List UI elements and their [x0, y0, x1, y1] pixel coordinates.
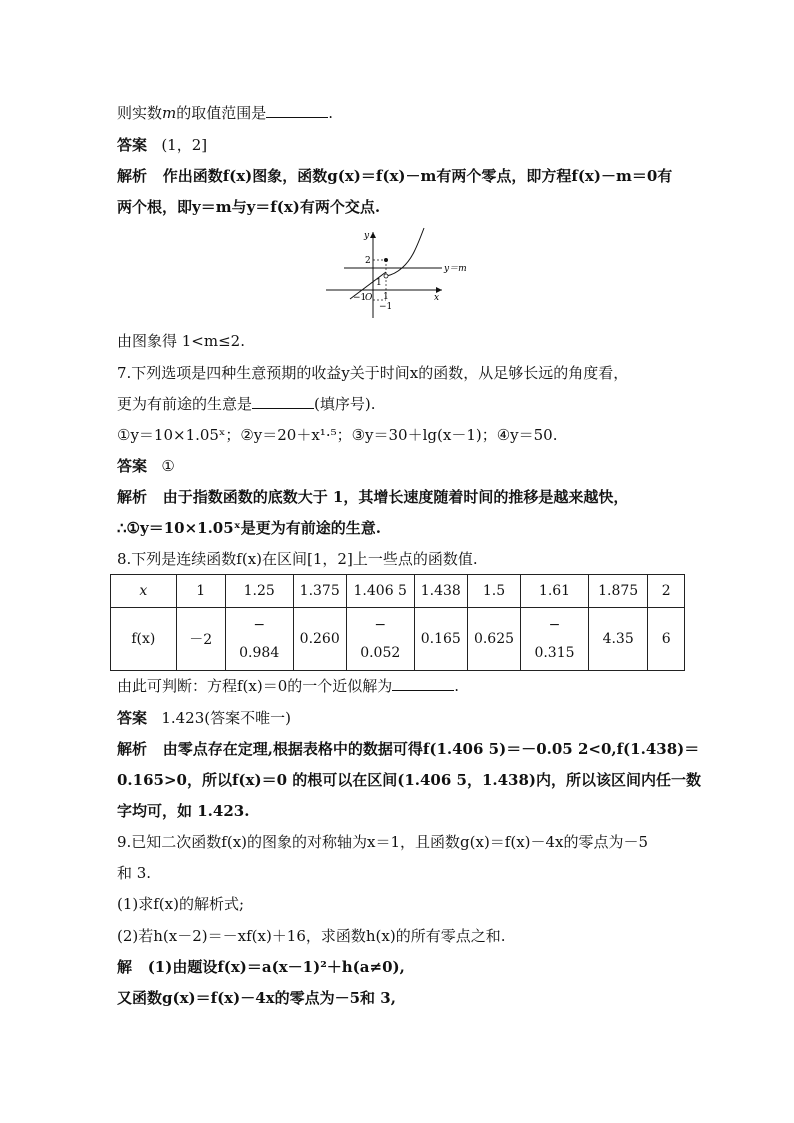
label-neg1-x: −1 [353, 293, 367, 303]
q8-analysis-line3: 字均可，如 1.423. [117, 802, 250, 820]
q7-options: ①y＝10×1.05ˣ；②y＝20＋x¹·⁵；③y＝30＋lg(x－1)；④y＝50. [117, 426, 558, 444]
q8-analysis-line1: 解析 由零点存在定理,根据表格中的数据可得f(1.406 5)＝－0.05 2<0,f(1.438)＝ [117, 740, 700, 758]
function-values-table [110, 574, 685, 671]
origin-label: O [365, 293, 373, 303]
closed-point [384, 258, 388, 262]
q6-conclusion: 由图象得 1<m≤2. [117, 332, 245, 350]
q7-question-line2: 更为有前途的生意是 (填序号). [117, 395, 376, 413]
open-point [384, 274, 388, 278]
label-1-x: 1 [383, 292, 389, 302]
table-cell: 1.438 [414, 575, 467, 608]
q8-intro: 8.下列是连续函数f(x)在区间[1，2]上一些点的函数值. [117, 550, 478, 568]
q7-question-line1: 7.下列选项是四种生意预期的收益y关于时间x的函数，从足够长远的角度看， [117, 364, 629, 382]
q9-part2: (2)若h(x－2)＝－xf(x)＋16，求函数h(x)的所有零点之和. [117, 927, 506, 945]
table-cell: 1.61 [521, 575, 589, 608]
function-graph [320, 224, 480, 324]
label-2: 2 [365, 256, 371, 266]
table-cell: 1.5 [467, 575, 520, 608]
y-axis-label: y [364, 231, 370, 241]
q6-question-tail: 则实数m的取值范围是 . [117, 104, 334, 122]
q9-question-line1: 9.已知二次函数f(x)的图象的对称轴为x＝1，且函数g(x)＝f(x)－4x的零点为－5 [117, 833, 649, 851]
table-row [111, 608, 685, 671]
table-cell: 1.25 [225, 575, 293, 608]
table-cell: x [111, 575, 177, 608]
q9-solution-line2: 又函数g(x)＝f(x)－4x的零点为－5和 3, [117, 989, 396, 1007]
table-cell: 1.875 [588, 575, 647, 608]
q8-judge: 由此可判断：方程f(x)＝0的一个近似解为 . [117, 677, 460, 695]
q6-analysis-line2: 两个根，即y＝m与y＝f(x)有两个交点. [117, 198, 381, 216]
q6-answer: 答案 (1，2] [117, 136, 208, 154]
table-cell: 1.406 5 [346, 575, 414, 608]
table-cell: －2 [176, 608, 225, 671]
table-cell: 0.625 [467, 608, 520, 671]
table-cell: 2 [648, 575, 685, 608]
x-axis-label: x [434, 293, 440, 303]
table-cell: 0.165 [414, 608, 467, 671]
label-1-y: 1 [376, 278, 382, 288]
q7-analysis-line1: 解析 由于指数函数的底数大于 1，其增长速度随着时间的推移是越来越快， [117, 488, 629, 506]
q7-answer: 答案 ① [117, 457, 175, 475]
q7-analysis-line2: ∴①y＝10×1.05ˣ是更为有前途的生意. [117, 519, 382, 537]
q8-answer: 答案 1.423(答案不唯一) [117, 709, 291, 727]
curve-exponential [386, 228, 424, 276]
table-cell: 1.375 [293, 575, 346, 608]
q9-part1: (1)求f(x)的解析式; [117, 895, 245, 913]
answer-blank [252, 394, 314, 409]
line-label: y＝m [444, 264, 467, 274]
table-cell: − 0.315 [521, 608, 589, 671]
answer-blank [392, 676, 454, 691]
q6-analysis-line1: 解析 作出函数f(x)图象，函数g(x)＝f(x)－m有两个零点，即方程f(x)－m＝0有 [117, 167, 673, 185]
q9-solution-line1: 解 (1)由题设f(x)＝a(x－1)²＋h(a≠0), [117, 958, 405, 976]
answer-blank [266, 103, 328, 118]
table-cell: 1 [176, 575, 225, 608]
label-neg1-y: −1 [379, 302, 393, 312]
table-row [111, 575, 685, 608]
y-axis-arrow [370, 232, 376, 238]
table-cell: 4.35 [588, 608, 647, 671]
table-cell: − 0.984 [225, 608, 293, 671]
table-cell: − 0.052 [346, 608, 414, 671]
table-cell: 6 [648, 608, 685, 671]
q9-question-line2: 和 3. [117, 864, 152, 882]
q8-analysis-line2: 0.165>0，所以f(x)＝0 的根可以在区间(1.406 5，1.438)内，所以该区间内任一数 [117, 771, 702, 789]
table-cell: 0.260 [293, 608, 346, 671]
table-cell: f(x) [111, 608, 177, 671]
